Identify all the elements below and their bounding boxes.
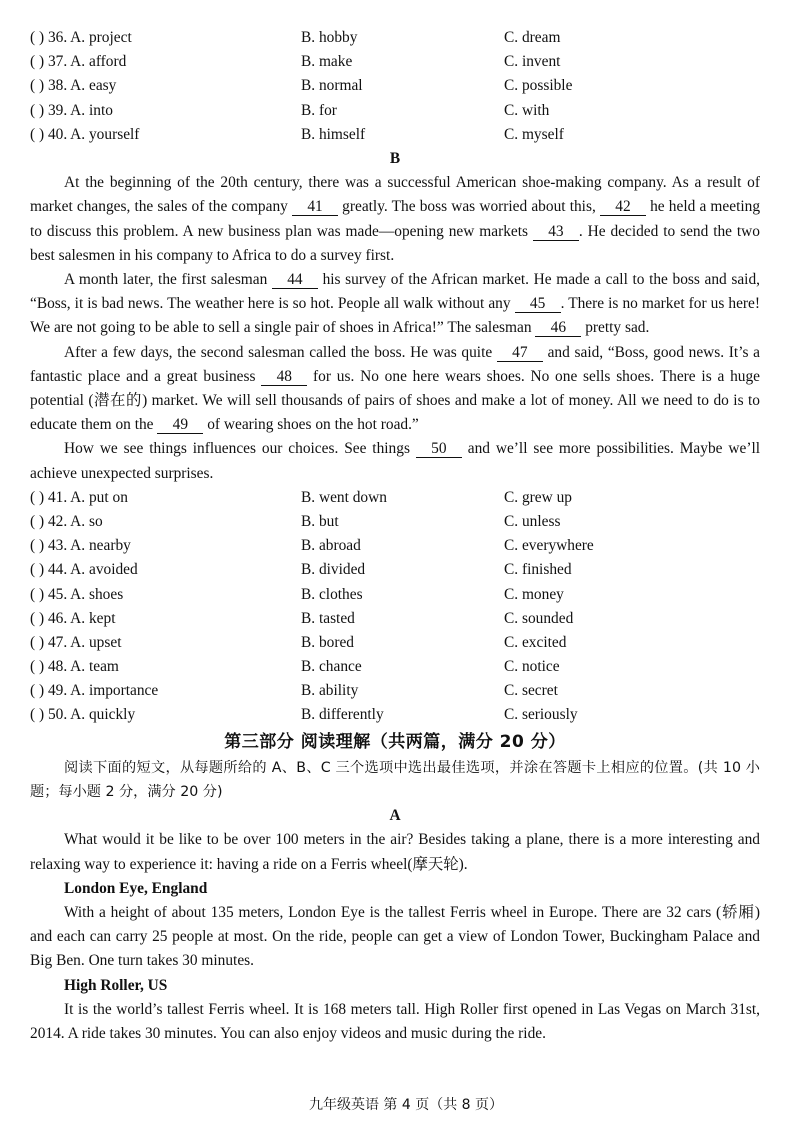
heading-london-eye: London Eye, England <box>64 879 208 897</box>
options-top <box>30 26 760 147</box>
option-row: ( ) 49. A. importance B. ability C. secret <box>30 682 558 700</box>
option-row: ( ) 44. A. avoided B. divided C. finished <box>30 561 572 579</box>
option-row: ( ) 47. A. upset B. bored C. excited <box>30 633 567 651</box>
blank-46: 46 <box>535 320 581 337</box>
passage-a-label: A <box>389 807 401 825</box>
section-3-title: 第三部分 阅读理解（共两篇，满分 20 分） <box>224 731 566 752</box>
option-row: ( ) 46. A. kept B. tasted C. sounded <box>30 609 574 627</box>
blank-41: 41 <box>292 199 338 216</box>
blank-48: 48 <box>261 369 307 386</box>
passage-b-paragraph-1: At the beginning of the 20th century, there was a successful American shoe-making company. As a result of market changes, the sales of the company 41 greatly. The boss was worried about this, 42 he held a meeting to discuss this problem. A new business plan was made—opening new markets 43 . He decided to send the two best salesmen in his company to Africa to do a survey first. <box>30 174 761 264</box>
blank-50: 50 <box>416 441 462 458</box>
passage-b-paragraph-3: After a few days, the second salesman called the boss. He was quite 47 and said, “Boss, good news. It’s a fantastic place and a great business 48 for us. No one here wears shoes. No one sells shoes. There is a huge potential (潜在的) market. We will sell thousands of pairs of shoes and make a lot of money. All we need to do is to educate them on the 49 of wearing shoes on the hot road.” <box>30 343 760 434</box>
option-row: ( ) 42. A. so B. but C. unless <box>30 512 561 530</box>
option-row: ( ) 50. A. quickly B. differently C. seriously <box>30 706 578 724</box>
passage-a-intro: What would it be like to be over 100 meters in the air? Besides taking a plane, there is a more interesting and relaxing way to experience it: having a ride on a Ferris wheel(摩天轮). <box>30 831 760 873</box>
section-3-instructions: 阅读下面的短文，从每题所给的 A、B、C 三个选项中选出最佳选项，并涂在答题卡上相应的位置。(共 10 小题；每小题 2 分，满分 20 分) <box>30 759 760 801</box>
page-footer: 九年级英语 第 4 页（共 8 页） <box>308 1097 504 1113</box>
blank-43: 43 <box>533 224 579 241</box>
option-row: ( ) 36. A. project B. hobby C. dream <box>30 29 561 46</box>
option-row: ( ) 37. A. afford B. make C. invent <box>30 53 561 71</box>
option-row: ( ) 40. A. yourself B. himself C. myself <box>30 125 564 143</box>
options-b <box>30 486 760 728</box>
option-row: ( ) 45. A. shoes B. clothes C. money <box>30 585 564 603</box>
option-row: ( ) 41. A. put on B. went down C. grew up <box>30 488 572 506</box>
blank-45: 45 <box>515 296 561 313</box>
option-row: ( ) 43. A. nearby B. abroad C. everywhere <box>30 537 594 555</box>
paragraph-high-roller: It is the world’s tallest Ferris wheel. It is 168 meters tall. High Roller first opened in Las Vegas on March 31st, 2014. A ride takes 30 minutes. You can also enjoy videos and music during the ride. <box>30 1000 760 1043</box>
passage-b-paragraph-4: How we see things influences our choices. See things 50 and we’ll see more possibilities. Maybe we’ll achieve unexpected surprises. <box>30 440 760 482</box>
blank-49: 49 <box>157 417 203 434</box>
blank-47: 47 <box>497 345 543 362</box>
heading-high-roller: High Roller, US <box>64 976 168 994</box>
option-row: ( ) 39. A. into B. for C. with <box>30 101 550 119</box>
option-row: ( ) 48. A. team B. chance C. notice <box>30 658 560 676</box>
blank-44: 44 <box>272 272 318 289</box>
paragraph-london-eye: With a height of about 135 meters, London Eye is the tallest Ferris wheel in Europe. There are 32 cars (轿厢) and each can carry 25 people at most. On the ride, people can get a view of London Tower, Buckingham Palace and Big Ben. One turn takes 30 minutes. <box>30 904 760 970</box>
blank-42: 42 <box>600 199 646 216</box>
option-row: ( ) 38. A. easy B. normal C. possible <box>30 77 573 95</box>
passage-b-paragraph-2: A month later, the first salesman 44 his survey of the African market. He made a call to the boss and said, “Boss, it is bad news. The weather here is so hot. People all walk without any 45 . There is no market for us here! We are not going to be able to sell a single pair of shoes in Africa!” The salesman 46 pretty sad. <box>30 270 760 337</box>
passage-b-label: B <box>389 149 401 167</box>
